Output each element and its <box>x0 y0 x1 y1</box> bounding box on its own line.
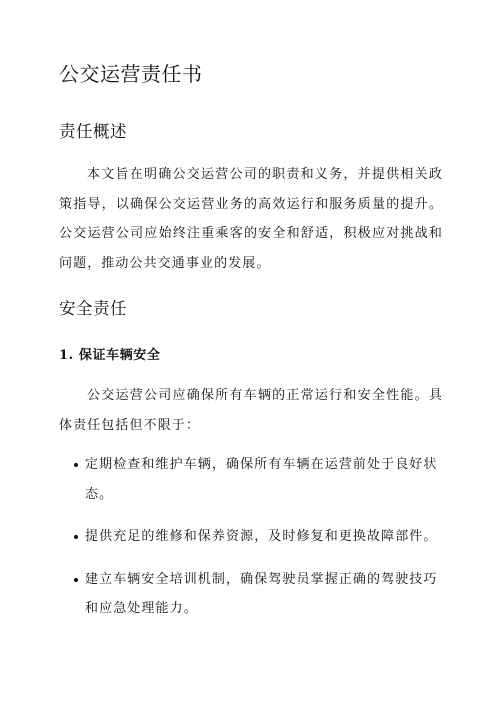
list-item-text: 建立车辆安全培训机制，确保驾驶员掌握正确的驾驶技巧和应急处理能力。 <box>85 571 438 616</box>
list-item <box>59 522 443 552</box>
section-heading-overview: 责任概述 <box>59 122 127 141</box>
overview-paragraph: 本文旨在明确公交运营公司的职责和义务，并提供相关政策指导，以确保公交运营业务的高效运行和服务质量的提升。公交运营公司应始终注重乘客的安全和舒适，积极应对挑战和问题，推动公共交通事业的发展。 <box>59 167 443 271</box>
document-title: 公交运营责任书 <box>59 62 203 86</box>
vehicle-safety-paragraph: 公交运营公司应确保所有车辆的正常运行和安全性能。具体责任包括但不限于： <box>59 388 443 433</box>
subsection-heading-vehicle-safety: 1. 保证车辆安全 <box>59 348 161 363</box>
bullet-dot-icon <box>74 535 78 539</box>
list-item <box>59 565 443 624</box>
list-item <box>59 450 443 509</box>
bullet-dot-icon <box>74 463 78 467</box>
list-item-text: 提供充足的维修和保养资源，及时修复和更换故障部件。 <box>85 529 438 544</box>
bullet-dot-icon <box>74 578 78 582</box>
section-heading-safety: 安全责任 <box>59 299 127 318</box>
list-item-text: 定期检查和维护车辆，确保所有车辆在运营前处于良好状态。 <box>85 457 438 502</box>
responsibility-list <box>59 450 443 624</box>
